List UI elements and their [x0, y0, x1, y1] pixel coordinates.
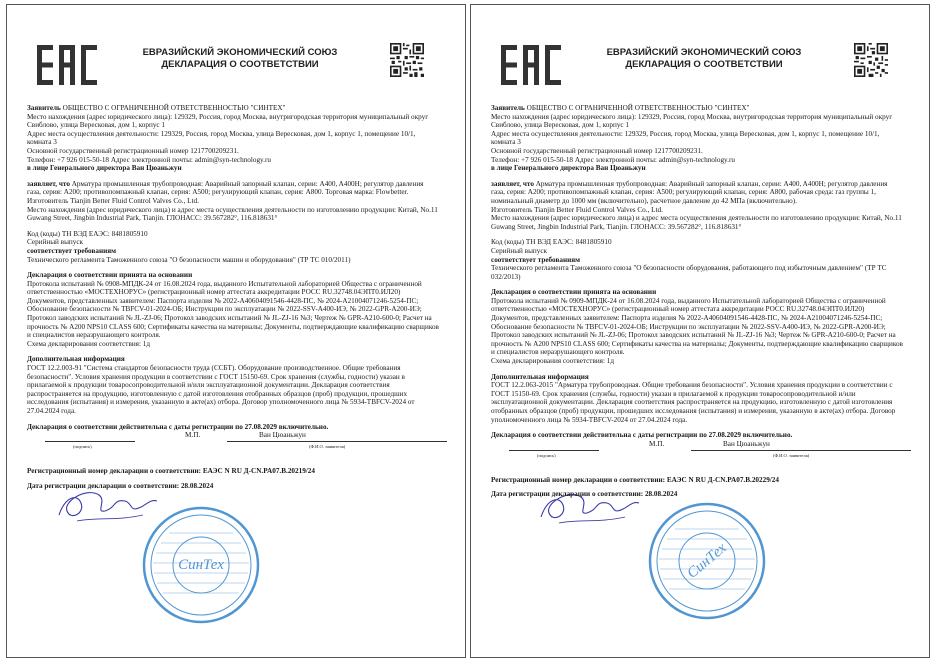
- declaration-right: [470, 4, 930, 658]
- signature-caption: (подпись): [73, 444, 92, 450]
- declaration-body: [491, 104, 903, 499]
- hs-code: Код (коды) ТН ВЭД ЕАЭС: 8481805910: [491, 238, 612, 247]
- basis-label: Декларация о соответствии принята на основании: [27, 271, 193, 280]
- basis-label: Декларация о соответствии принята на основании: [491, 288, 657, 297]
- additional-info: ГОСТ 12.2.063-2015 "Арматура трубопроводная. Общие требования безопасности". Условия хранения продукции в соответствии с ГОСТ 15150-69. Срок хранения (службы, годности) указан в прилагаемой к продукции товаросопроводительной и/или эксплуатационной документации. Декларация соответствия распространяется на продукцию, изготовленную с датой изготовления отобранных образцов (проб) продукции, прошедших исследования (испытания) и измерения, указанную в акте(ах) отбора. Договор уполномоченного лица № 5934-TBFCV-2024 от 27.04.2024 года.: [491, 381, 896, 424]
- requirements-label: соответствует требованиям: [491, 255, 581, 264]
- registration-number: Регистрационный номер декларации о соответствии: ЕАЭС N RU Д-CN.PA07.B.20219/24: [27, 467, 315, 476]
- company-stamp: [647, 501, 767, 621]
- qr-code-icon: [390, 43, 424, 77]
- test-protocol: Протокола испытаний № 0908-МПДК-24 от 16.08.2024 года, выданного Испытательной лабораторией Общества с ограниченной ответственностью «МОСТЕХНОРУС» (регистрационный номер аттестата аккредитации РОСС RU.32748.04ЭПТ0.ИЛ20): [27, 279, 422, 297]
- company-stamp: [141, 505, 261, 625]
- applicant-activity-address: Адрес места осуществления деятельности: 129329, Россия, город Москва, улица Вересковая, дом 1, корпус 1, помещение 10/1, комната 3: [491, 129, 880, 147]
- eac-logo: [501, 45, 565, 85]
- applicant-contacts: Телефон: +7 926 015-50-18 Адрес электронной почты: admin@syn-technology.ru: [491, 155, 735, 164]
- additional-info: ГОСТ 12.2.003-91 "Система стандартов безопасности труда (ССБТ). Оборудование производственное. Общие требования безопасности". Условия хранения продукции в соответствии с ГОСТ 15150-69. Срок хранения (службы, годности) указан в прилагаемой к продукции товаросопроводительной и/или эксплуатационной документации. Декларация соответствия распространяется на продукцию, изготовленную с датой изготовления отобранных образцов (проб) продукции, прошедших исследования (испытания) и измерения, указанную в акте(ах) отбора. Договор уполномоченного лица № 5934-TBFCV-2024 от 27.04.2024 года.: [27, 364, 415, 415]
- production-type: Серийный выпуск: [27, 238, 84, 247]
- union-title-line1: ЕВРАЗИЙСКИЙ ЭКОНОМИЧЕСКИЙ СОЮЗ: [606, 47, 802, 58]
- documents: Документов, представленных заявителем: Паспорта изделия № 2022-A40604091546-4428-ПС, № 2024-A21004071246-5254-ПС; Обоснование безопасности № TBFCV-01-2024-ОБ; Инструкции по эксплуатации № 2022-SSV-A400-ИЭ, № 2022-GPR-A200-ИЭ; Протокол заводских испытаний № JL-ZJ-06; Протокол заводских испытаний № JL-ZJ-16 №3; Чертеж № GPR-A210-600-0; Расчет на прочность № A200 NPS10 CLASS 600; Сертификаты качества на материалы; Документы, подтверждающие квалификацию сварщиков и специалистов неразрушающего контроля.: [491, 314, 903, 357]
- declaration-left: [6, 4, 466, 658]
- applicant-activity-address: Адрес места осуществления деятельности: 129329, Россия, город Москва, улица Вересковая, дом 1, корпус 1, помещение 10/1, комната 3: [27, 129, 416, 147]
- registration-date: Дата регистрации декларации о соответствии: 28.08.2024: [491, 490, 678, 499]
- signer-name: Ван Цюаньжун: [723, 439, 770, 448]
- stamp-text: СинТех: [178, 557, 224, 573]
- additional-label: Дополнительная информация: [27, 355, 125, 364]
- union-title: [115, 47, 365, 71]
- applicant-person: в лице Генерального директора Ван Цюаньжун: [491, 164, 646, 173]
- applicant-person: в лице Генерального директора Ван Цюаньжун: [27, 164, 182, 173]
- mp-label: М.П.: [649, 439, 665, 448]
- test-protocol: Протокола испытаний № 0909-МПДК-24 от 16.08.2024 года, выданного Испытательной лабораторией Общества с ограниченной ответственностью «МОСТЕХНОРУС» (регистрационный номер аттестата аккредитации РОСС RU.32748.04ЭПТ0.ИЛ20): [491, 296, 886, 314]
- signature-block: [27, 431, 439, 467]
- applicant: Заявитель ОБЩЕСТВО С ОГРАНИЧЕННОЙ ОТВЕТСТВЕННОСТЬЮ "СИНТЕХ": [27, 104, 286, 112]
- manufacturer-address: Место нахождения (адрес юридического лица) и адрес места осуществления деятельности по изготовлению продукции: Китай, No.11 Guwang Street, Jingbin Industrial Park, Tianjin. ГЛОНАСС: 39.567282°, 116.818631°: [27, 205, 438, 223]
- registration-date: Дата регистрации декларации о соответствии: 28.08.2024: [27, 481, 214, 490]
- name-caption: (Ф.И.О. заявителя): [309, 444, 346, 450]
- applicant-legal-address: Место нахождения (адрес юридического лица): 129329, Россия, город Москва, внутригородская территория муниципальный округ Свиблово, улица Вересковая, дом 1, корпус 1: [491, 112, 893, 130]
- ogrn: Основной государственный регистрационный номер 1217700209231.: [491, 146, 703, 155]
- mp-label: М.П.: [185, 431, 201, 440]
- union-title-line1: ЕВРАЗИЙСКИЙ ЭКОНОМИЧЕСКИЙ СОЮЗ: [142, 47, 338, 58]
- hs-code: Код (коды) ТН ВЭД ЕАЭС: 8481805910: [27, 229, 148, 238]
- signer-name: Ван Цюаньжун: [259, 431, 306, 440]
- declaration-heading: ДЕКЛАРАЦИЯ О СООТВЕТСТВИИ: [625, 59, 783, 70]
- qr-code-icon: [854, 43, 888, 77]
- requirements: Технического регламента Таможенного союза "О безопасности машин и оборудования" (ТР ТС 010/2011): [27, 255, 351, 264]
- stamp-text: СинТех: [684, 540, 730, 582]
- manufacturer: Изготовитель Tianjin Better Fluid Control Valves Co., Ltd.: [491, 205, 663, 214]
- validity: Декларация о соответствии действительна с даты регистрации по 27.08.2029 включительно.: [27, 422, 329, 431]
- applicant: Заявитель ОБЩЕСТВО С ОГРАНИЧЕННОЙ ОТВЕТСТВЕННОСТЬЮ "СИНТЕХ": [491, 104, 750, 112]
- documents: Документов, представленных заявителем: Паспорта изделия № 2022-A40604091546-4428-ПС, № 2024-A21004071246-5254-ПС; Обоснование безопасности № TBFCV-01-2024-ОБ; Инструкции по эксплуатации № 2022-SSV-A400-ИЭ, № 2022-GPR-A200-ИЭ; Протокол заводских испытаний № JL-ZJ-06; Протокол заводских испытаний № JL-ZJ-16 №3; Чертеж № GPR-A210-600-0; Расчет на прочность № A200 NPS10 CLASS 600; Сертификаты качества на материалы; Документы, подтверждающие квалификацию сварщиков и специалистов неразрушающего контроля.: [27, 296, 439, 340]
- declaration-heading: ДЕКЛАРАЦИЯ О СООТВЕТСТВИИ: [161, 59, 319, 70]
- applicant-legal-address: Место нахождения (адрес юридического лица): 129329, Россия, город Москва, внутригородская территория муниципальный округ Свиблово, улица Вересковая, дом 1, корпус 1: [27, 112, 429, 130]
- registration-number: Регистрационный номер декларации о соответствии: ЕАЭС N RU Д-CN.PA07.B.20229/24: [491, 475, 779, 484]
- applicant-contacts: Телефон: +7 926 015-50-18 Адрес электронной почты: admin@syn-technology.ru: [27, 155, 271, 164]
- product-description: заявляет, что Арматура промышленная трубопроводная: Аварийный запорный клапан, серии: A400, A400H; регулятор давления газа, серия: A200; противопомпажный клапан, серия: A500; регулирующий клапан, серия: A800, рабочая среда: газ группы 1, номинальный диаметр до 1000 мм (включительно), расчетное давление до 42 МПа (включительно).: [491, 179, 888, 205]
- manufacturer: Изготовитель Tianjin Better Fluid Control Valves Co., Ltd.: [27, 196, 199, 205]
- signature-caption: (подпись): [537, 452, 556, 458]
- production-type: Серийный выпуск: [491, 246, 548, 255]
- product-description: заявляет, что Арматура промышленная трубопроводная: Аварийный запорный клапан, серии: A400, A400H; регулятор давления газа, серия: A200; противопомпажный клапан, серия: A500; регулирующий клапан, серия: A800. Торговая марка: Flowbetter.: [27, 179, 424, 197]
- declaration-body: [27, 104, 439, 490]
- validity: Декларация о соответствии действительна с даты регистрации по 27.08.2029 включительно.: [491, 431, 793, 440]
- declaration-scheme: Схема декларирования соответствия: 1д: [491, 357, 615, 366]
- signature-block: [491, 440, 903, 476]
- requirements: Технического регламента Таможенного союза "О безопасности оборудования, работающего под избыточным давлением" (ТР ТС 032/2013): [491, 264, 887, 281]
- union-title: [579, 47, 829, 71]
- eac-logo: [37, 45, 101, 85]
- ogrn: Основной государственный регистрационный номер 1217700209231.: [27, 146, 239, 155]
- requirements-label: соответствует требованиям: [27, 246, 117, 255]
- name-caption: (Ф.И.О. заявителя): [773, 452, 810, 458]
- additional-label: Дополнительная информация: [491, 372, 589, 381]
- manufacturer-address: Место нахождения (адрес юридического лица) и адрес места осуществления деятельности по изготовлению продукции: Китай, No.11 Guwang Street, Jingbin Industrial Park, Tianjin. ГЛОНАСС: 39.567282°, 116.818631°: [491, 214, 902, 231]
- declaration-scheme: Схема декларирования соответствия: 1д: [27, 339, 151, 348]
